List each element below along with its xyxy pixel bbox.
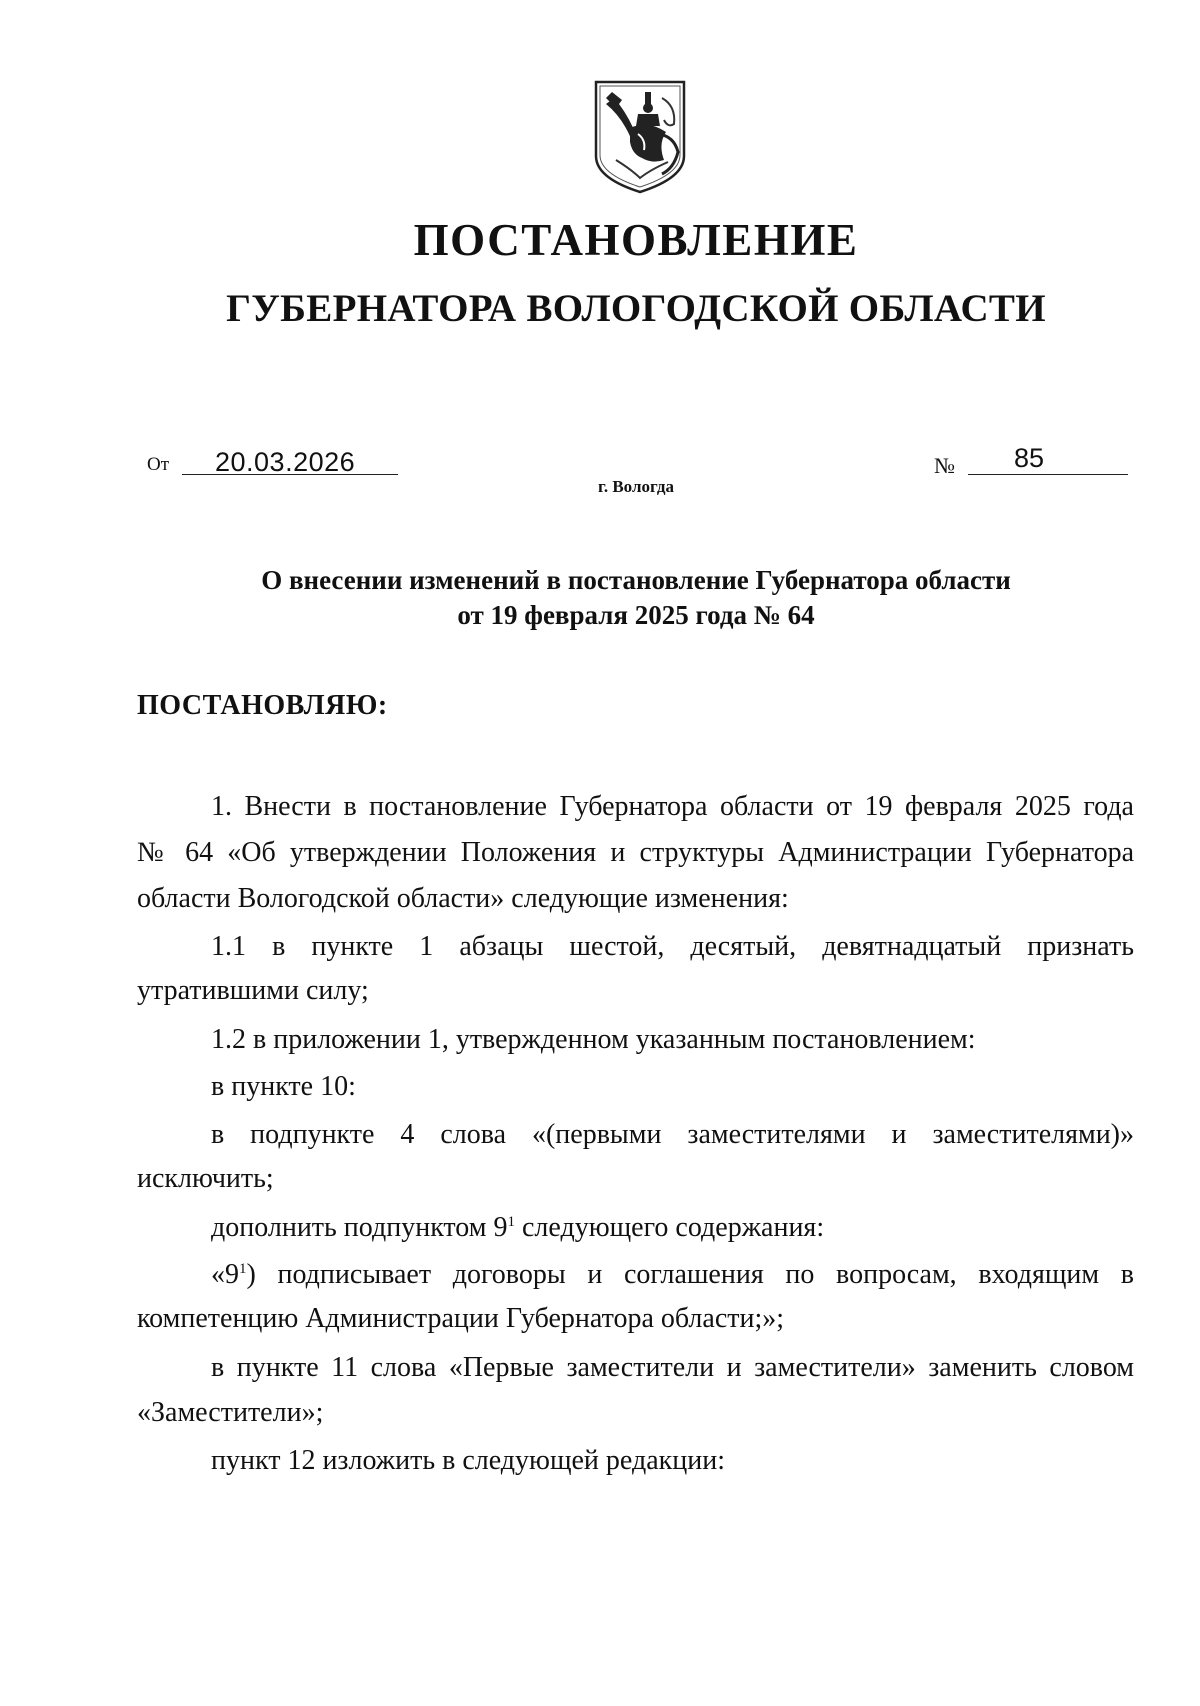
city-label: г. Вологда (598, 477, 674, 496)
body-line: исключить; (137, 1163, 274, 1194)
body-line: № 64 «Об утверждении Положения и структуры Администрации Губернатора (137, 837, 1134, 868)
document-subtitle: ГУБЕРНАТОРА ВОЛОГОДСКОЙ ОБЛАСТИ (226, 287, 1046, 330)
body-text: ) подписывает договоры и соглашения по вопросам, входящим в (246, 1259, 1134, 1290)
document-title: ПОСТАНОВЛЕНИЕ (413, 215, 859, 265)
body-line: компетенцию Администрации Губернатора области;»; (137, 1303, 785, 1334)
number-underline (968, 448, 1128, 475)
body-line: в пункте 11 слова «Первые заместители и заместители» заменить словом (211, 1352, 1134, 1383)
body-line: 1.1 в пункте 1 абзацы шестой, десятый, девятнадцатый признать (211, 931, 1134, 962)
superscript: 1 (239, 1261, 247, 1277)
body-line: утратившими силу; (137, 975, 369, 1006)
subject-line: от 19 февраля 2025 года № 64 (457, 600, 815, 630)
body-text: «9 (211, 1259, 239, 1290)
vologda-coat-of-arms-icon (592, 78, 688, 196)
body-line (137, 1258, 1134, 1292)
date-label: От (147, 454, 170, 475)
body-line (137, 1211, 1134, 1245)
document-subject (0, 563, 1200, 633)
decree-heading: ПОСТАНОВЛЯЮ: (137, 690, 388, 721)
date-value: 20.03.2026 (215, 447, 356, 477)
number-label: № (934, 453, 955, 478)
body-line: области Вологодской области» следующие изменения: (137, 883, 789, 914)
number-value: 85 (1014, 443, 1045, 473)
body-line: в пункте 10: (211, 1071, 356, 1102)
body-line: 1. Внести в постановление Губернатора области от 19 февраля 2025 года (211, 791, 1134, 822)
subject-line: О внесении изменений в постановление Губернатора области (261, 565, 1011, 595)
body-line: 1.2 в приложении 1, утвержденном указанным постановлением: (211, 1024, 976, 1055)
body-line: пункт 12 изложить в следующей редакции: (211, 1445, 725, 1476)
body-text: следующего содержания: (515, 1212, 825, 1243)
body-text: дополнить подпунктом 9 (211, 1212, 508, 1243)
body-line: в подпункте 4 слова «(первыми заместителями и заместителями)» (211, 1119, 1134, 1150)
body-line: «Заместители»; (137, 1397, 324, 1428)
superscript: 1 (507, 1214, 515, 1230)
